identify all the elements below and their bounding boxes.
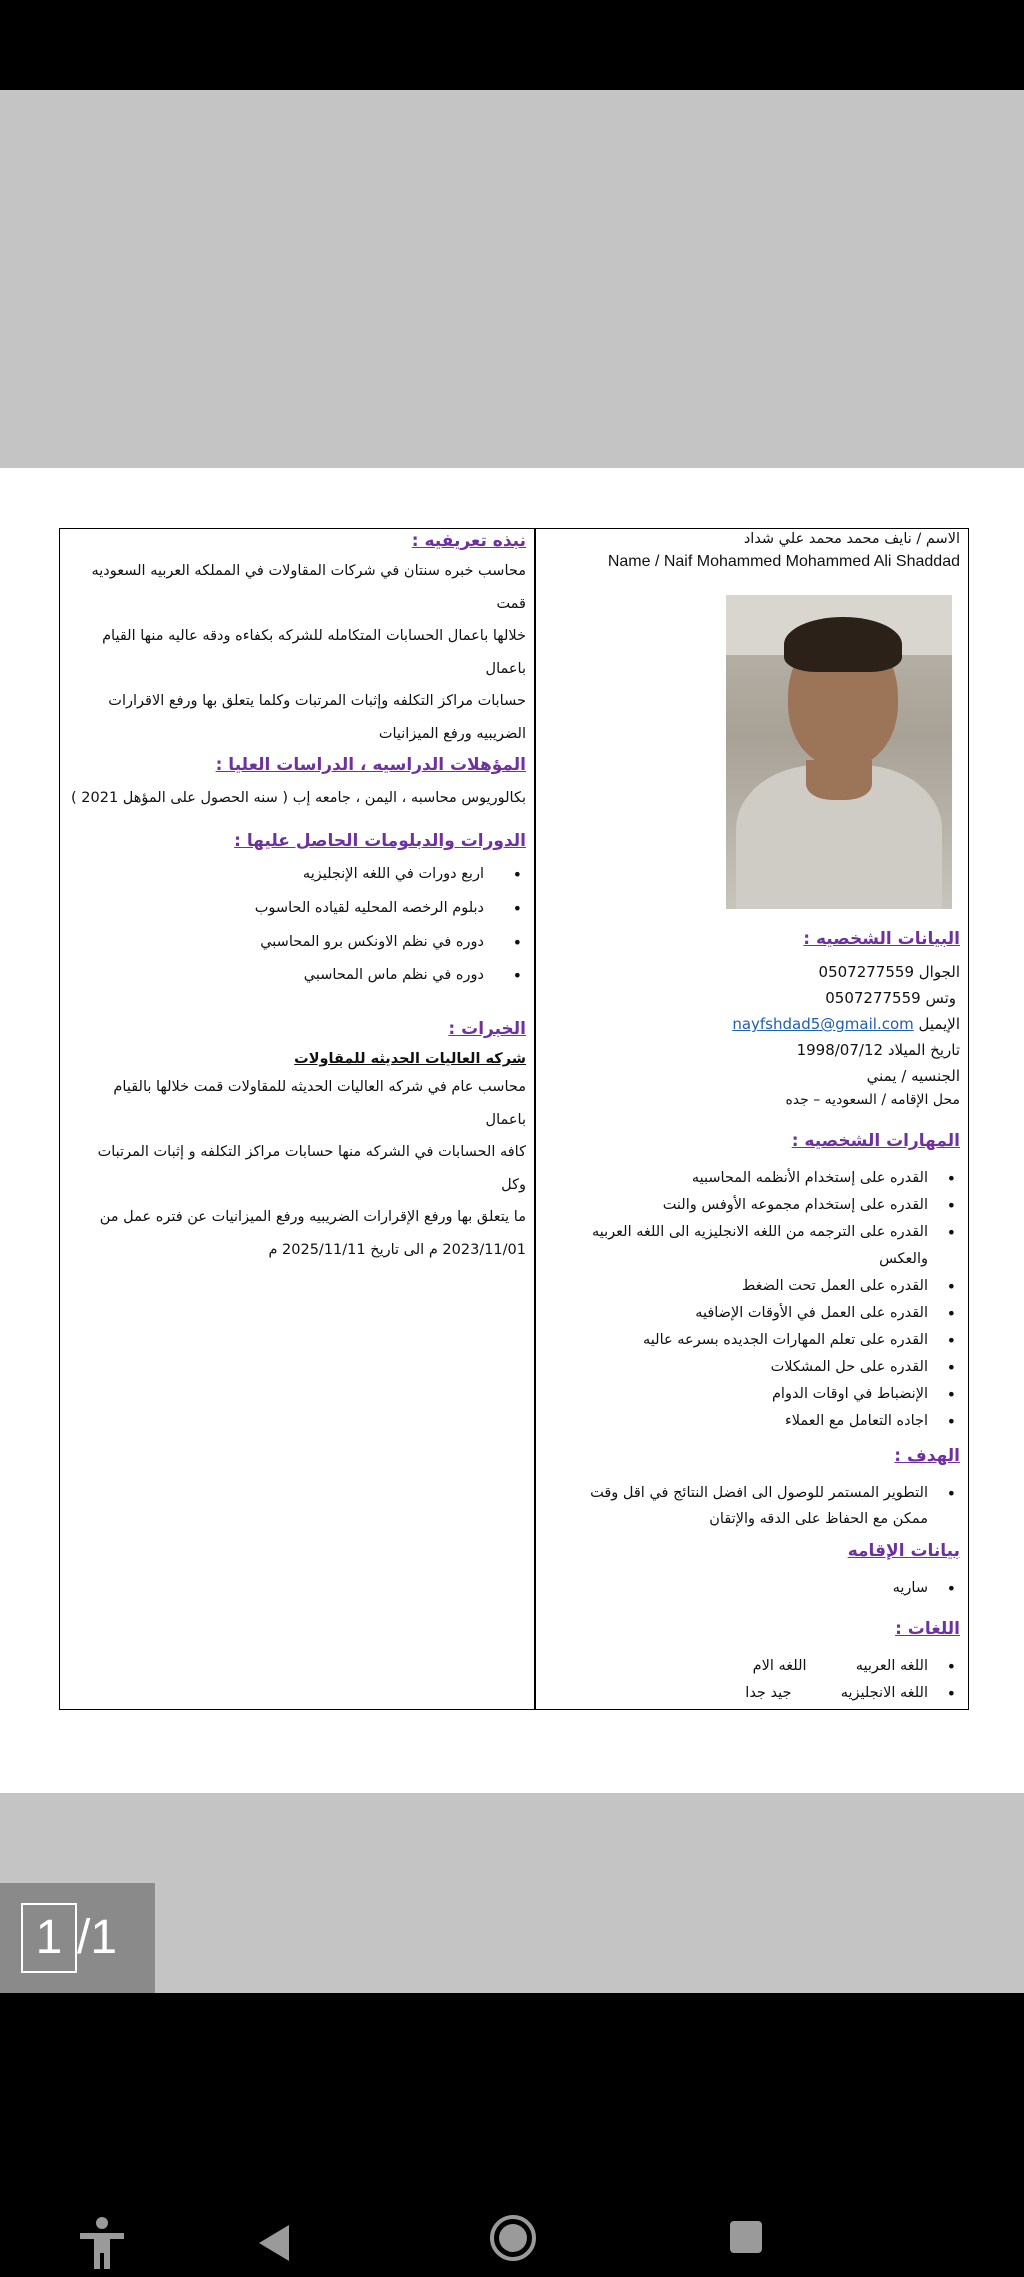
nationality-line: الجنسيه / يمني <box>866 1067 960 1085</box>
page-current: 1 <box>35 1911 63 1964</box>
education-heading: المؤهلات الدراسيه ، الدراسات العليا : <box>215 755 526 775</box>
intro-line: الضريبيه ورفع الميزانيات <box>378 725 526 742</box>
name-english: Name / Naif Mohammed Mohammed Ali Shaddad <box>607 553 960 570</box>
intro-text <box>74 555 526 750</box>
personal-heading: البيانات الشخصيه : <box>803 929 960 949</box>
list-item: • القدره على الترجمه من اللغه الانجليزيه الى اللغه العربيه <box>592 1224 960 1240</box>
experience-line: محاسب عام في شركه العاليات الحديثه للمقاولات قمت خلالها بالقيام باعمال <box>113 1079 526 1128</box>
list-item-continuation: ممكن مع الحفاظ على الدقه والإتقان <box>709 1511 928 1527</box>
company-name: شركه العاليات الحديثه للمقاولات <box>294 1051 526 1067</box>
language-name: اللغه الانجليزيه <box>840 1685 928 1701</box>
intro-line: محاسب خبره سنتان في شركات المقاولات في المملكه العربيه السعوديه قمت <box>91 563 526 612</box>
list-item: • اربع دورات في اللغه الإنجليزيه <box>303 866 526 882</box>
column-divider <box>534 529 536 1709</box>
email-label: الإيميل <box>918 1015 960 1033</box>
intro-line: حسابات مراكز التكلفه وإثبات المرتبات وكلما يتعلق بها ورفع الاقرارات <box>108 693 526 709</box>
skills-heading: المهارات الشخصيه : <box>791 1131 960 1151</box>
language-level: اللغه الام <box>752 1658 807 1674</box>
name-arabic: الاسم / نايف محمد محمد علي شداد <box>743 531 960 547</box>
languages-heading: اللغات : <box>895 1619 960 1639</box>
list-item: • القدره على حل المشكلات <box>771 1359 960 1375</box>
home-icon[interactable] <box>488 2213 538 2263</box>
whatsapp-line: وتس 0507277559 <box>825 989 956 1007</box>
list-item: • القدره على تعلم المهارات الجديده بسرعه عاليه <box>643 1332 960 1348</box>
list-item: • التطوير المستمر للوصول الى افضل النتائج في اقل وقت <box>590 1485 960 1501</box>
intro-heading: نبذه تعريفيه : <box>411 531 526 551</box>
language-row <box>753 1658 960 1674</box>
mobile-line: الجوال 0507277559 <box>818 963 960 981</box>
experience-line: كافه الحسابات في الشركه منها حسابات مراكز التكلفه و إثبات المرتبات وكل <box>97 1144 526 1193</box>
list-item: • القدره على العمل تحت الضغط <box>742 1278 960 1294</box>
list-item-continuation: والعكس <box>879 1251 928 1267</box>
courses-heading: الدورات والدبلومات الحاصل عليها : <box>234 831 526 851</box>
email-line <box>732 1015 960 1033</box>
page-indicator <box>0 1883 155 1993</box>
language-name: اللغه العربيه <box>855 1658 928 1674</box>
education-line: بكالوريوس محاسبه ، اليمن ، جامعه إب ( سنه الحصول على المؤهل 2021 ) <box>71 790 526 806</box>
goal-heading: الهدف : <box>894 1446 960 1466</box>
cv-table <box>59 528 969 1710</box>
list-item: • القدره على إستخدام الأنظمه المحاسبيه <box>692 1170 960 1186</box>
list-item: • دوره في نظم الاونكس برو المحاسبي <box>260 934 526 950</box>
document-page[interactable] <box>0 468 1024 1793</box>
experience-line: 2023/11/01 م الى تاريخ 2025/11/11 م <box>268 1241 526 1258</box>
page-indicator-text <box>21 1901 117 1975</box>
recents-icon[interactable] <box>728 2219 764 2255</box>
list-item: • ساريه <box>893 1580 960 1596</box>
profile-photo <box>726 595 952 909</box>
email-link[interactable]: nayfshdad5@gmail.com <box>732 1015 914 1033</box>
intro-line: خلالها باعمال الحسابات المتكامله للشركه بكفاءه ودقه عاليه منها القيام باعمال <box>102 628 526 677</box>
experience-text <box>74 1071 526 1266</box>
residency-heading: بيانات الإقامه <box>847 1541 960 1561</box>
experience-line: ما يتعلق بها ورفع الإقرارات الضريبيه ورفع الميزانيات عن فتره عمل من <box>99 1209 526 1225</box>
list-item: • القدره على إستخدام مجموعه الأوفس والنت <box>663 1197 960 1213</box>
document-viewer[interactable] <box>0 90 1024 1993</box>
accessibility-icon[interactable] <box>72 2213 132 2273</box>
residence-line: محل الإقامه / السعوديه – جده <box>785 1092 960 1108</box>
list-item: • القدره على العمل في الأوقات الإضافيه <box>695 1305 960 1321</box>
status-bar-area <box>0 0 1024 90</box>
page-total: /1 <box>77 1911 118 1964</box>
list-item: • دبلوم الرخصه المحليه لقياده الحاسوب <box>255 900 526 916</box>
birth-line: تاريخ الميلاد 1998/07/12 <box>796 1041 960 1059</box>
back-icon[interactable] <box>255 2221 295 2265</box>
list-item: • اجاده التعامل مع العملاء <box>785 1413 960 1429</box>
language-row <box>745 1685 960 1701</box>
list-item: • الإنضباط في اوقات الدوام <box>772 1386 960 1402</box>
list-item: • دوره في نظم ماس المحاسبي <box>304 967 526 983</box>
experience-heading: الخبرات : <box>448 1019 526 1039</box>
language-level: جيد جدا <box>745 1685 792 1701</box>
navigation-bar <box>0 1993 1024 2275</box>
